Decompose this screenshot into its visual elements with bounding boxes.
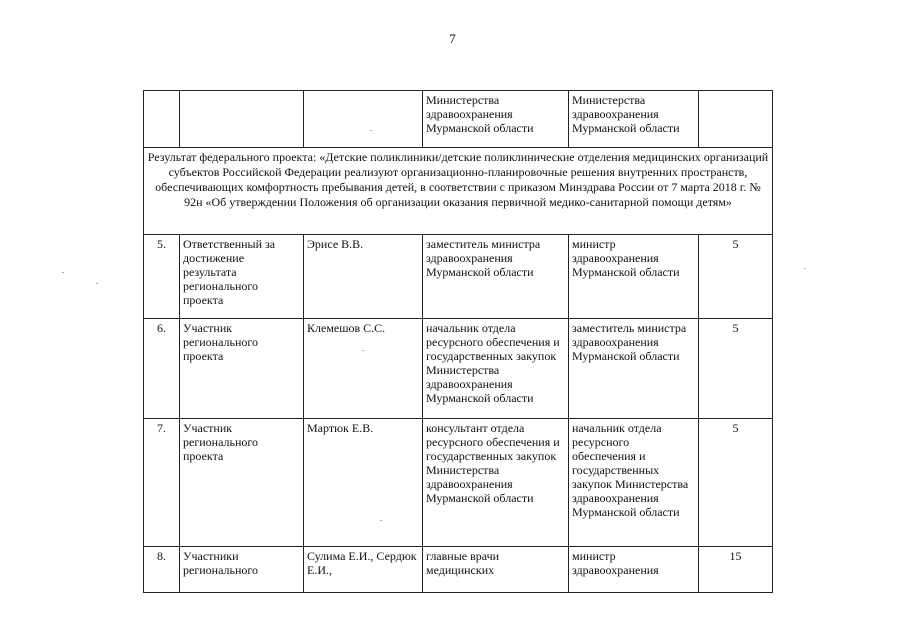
cell-share: 5 <box>699 235 773 319</box>
scan-speck <box>804 268 806 269</box>
cell-role: Участник регионального проекта <box>180 319 304 419</box>
result-row <box>144 148 773 235</box>
cell-position: Министерства здравоохранения Мурманской области <box>423 91 569 148</box>
scan-speck <box>96 283 98 284</box>
cell-share <box>699 91 773 148</box>
cell-num: 8. <box>144 547 180 593</box>
cell-role: Ответственный за достижение результата регионального проекта <box>180 235 304 319</box>
cell-share: 5 <box>699 319 773 419</box>
cell-position: начальник отдела ресурсного обеспечения и государственных закупок Министерства здравоохранения Мурманской области <box>423 319 569 419</box>
cell-supervisor: министр здравоохранения Мурманской области <box>569 235 699 319</box>
table-row <box>144 419 773 547</box>
cell-name <box>304 91 423 148</box>
cell-name: Эрисе В.В. <box>304 235 423 319</box>
cell-num: 6. <box>144 319 180 419</box>
cell-supervisor: Министерства здравоохранения Мурманской области <box>569 91 699 148</box>
cell-position: главные врачи медицинских <box>423 547 569 593</box>
cell-supervisor: министр здравоохранения <box>569 547 699 593</box>
cell-role: Участник регионального проекта <box>180 419 304 547</box>
table-row <box>144 319 773 419</box>
cell-name: Сулима Е.И., Сердюк Е.И., <box>304 547 423 593</box>
scan-speck <box>370 130 372 131</box>
cell-name: Мартюк Е.В. <box>304 419 423 547</box>
table-row <box>144 235 773 319</box>
table-row <box>144 91 773 148</box>
page-number: 7 <box>449 31 456 46</box>
cell-num <box>144 91 180 148</box>
cell-supervisor: начальник отдела ресурсного обеспечения и государственных закупок Министерства здравоохранения Мурманской области <box>569 419 699 547</box>
scan-speck <box>380 520 382 521</box>
participants-table <box>143 90 773 593</box>
cell-num: 5. <box>144 235 180 319</box>
cell-share: 15 <box>699 547 773 593</box>
cell-role <box>180 91 304 148</box>
federal-project-result: Результат федерального проекта: «Детские поликлиники/детские поликлинические отделения медицинских организаций субъектов Российской Федерации реализуют организационно-планировочные решения внутренних пространств, обеспечивающих комфортность пребывания детей, в соответствии с приказом Минздрава России от 7 марта 2018 г. № 92н «Об утверждении Положения об организации оказания первичной медико-санитарной помощи детям» <box>144 148 773 235</box>
cell-supervisor: заместитель министра здравоохранения Мурманской области <box>569 319 699 419</box>
cell-role: Участники регионального <box>180 547 304 593</box>
cell-position: консультант отдела ресурсного обеспечения и государственных закупок Министерства здравоохранения Мурманской области <box>423 419 569 547</box>
cell-name: Клемешов С.С. <box>304 319 423 419</box>
cell-num: 7. <box>144 419 180 547</box>
cell-share: 5 <box>699 419 773 547</box>
cell-position: заместитель министра здравоохранения Мурманской области <box>423 235 569 319</box>
scan-speck <box>62 272 64 273</box>
scan-speck <box>362 350 364 351</box>
table-row <box>144 547 773 593</box>
